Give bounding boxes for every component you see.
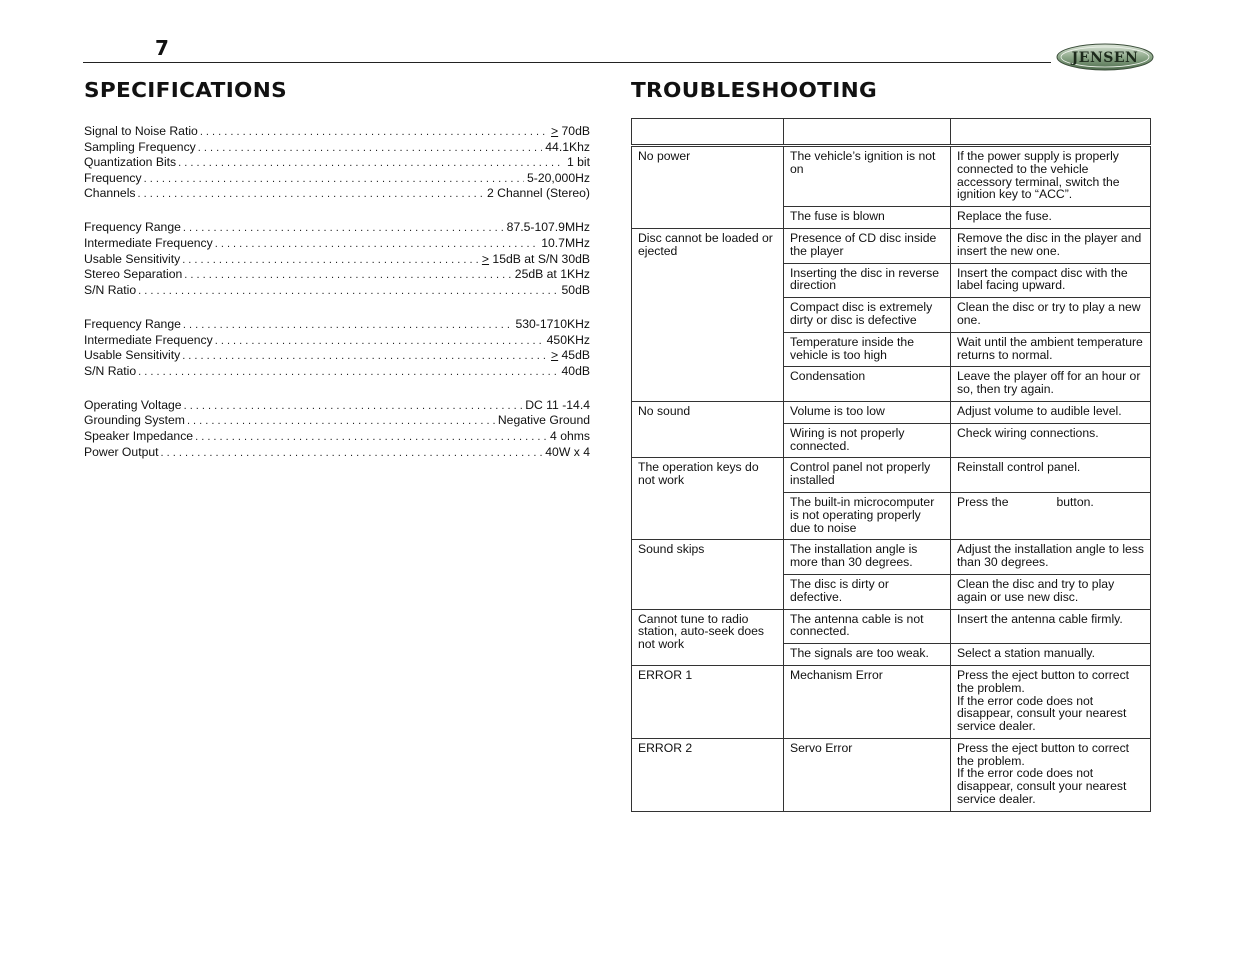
table-row	[632, 540, 1151, 575]
solution-cell: Clean the disc and try to play again or use new disc.	[951, 574, 1151, 609]
spec-row	[84, 413, 590, 429]
spec-value	[542, 445, 590, 459]
solution-text: button.	[1056, 494, 1094, 509]
dot-leader	[183, 222, 504, 234]
dot-leader	[195, 431, 547, 443]
cause-cell: Condensation	[784, 367, 951, 402]
table-row	[632, 146, 1151, 207]
spec-row	[84, 140, 590, 156]
dot-leader	[182, 350, 548, 362]
spec-row	[84, 236, 590, 252]
spec-row	[84, 283, 590, 299]
solution-cell: Remove the disc in the player and insert the new one.	[951, 228, 1151, 263]
header-cell-problem	[632, 119, 784, 146]
solution-cell	[951, 665, 1151, 738]
spec-value-text: 5-20,000Hz	[526, 170, 590, 185]
dot-leader	[215, 335, 544, 347]
spec-value-text: 15dB at S/N 30dB	[489, 251, 590, 266]
spec-value	[504, 220, 590, 234]
spec-label: Speaker Impedance	[84, 429, 194, 443]
specifications-title: SPECIFICATIONS	[84, 78, 288, 102]
spec-label: Quantization Bits	[84, 155, 177, 170]
spec-label: S/N Ratio	[84, 363, 137, 378]
problem-cell: No sound	[632, 401, 784, 457]
dot-leader	[184, 269, 512, 281]
cause-cell: The disc is dirty or defective.	[784, 574, 951, 609]
dot-leader	[138, 188, 485, 200]
spec-value-text: 45dB	[558, 348, 590, 363]
spec-row	[84, 317, 590, 333]
spec-row	[84, 124, 590, 140]
spec-row	[84, 220, 590, 236]
solution-line: Press the eject button to correct the problem.	[957, 667, 1130, 695]
spec-label: Frequency Range	[84, 316, 181, 331]
spec-row	[84, 445, 590, 461]
cause-cell: Compact disc is extremely dirty or disc is defective	[784, 298, 951, 333]
spec-label: Frequency	[84, 170, 142, 185]
problem-cell: Disc cannot be loaded or ejected	[632, 228, 784, 401]
spec-value	[479, 252, 590, 266]
cause-cell: Inserting the disc in reverse direction	[784, 263, 951, 298]
specifications-list	[84, 124, 590, 479]
cause-cell: The vehicle’s ignition is not on	[784, 146, 951, 207]
dot-leader	[138, 285, 558, 297]
cause-cell: Control panel not properly installed	[784, 458, 951, 493]
spec-row	[84, 398, 590, 414]
spec-value	[547, 429, 590, 443]
solution-line: Press the eject button to correct the problem.	[957, 740, 1130, 768]
spec-label: Signal to Noise Ratio	[84, 124, 198, 138]
solution-cell: Select a station manually.	[951, 644, 1151, 666]
spec-value-text: 10.7MHz	[541, 236, 590, 251]
spec-value-text: 2 Channel (Stereo)	[487, 186, 590, 201]
spec-value	[559, 364, 590, 378]
spec-value-text: 44.1Khz	[545, 139, 590, 154]
dot-leader	[144, 173, 524, 185]
spec-label: Frequency Range	[84, 220, 181, 235]
greater-equal-symbol: >	[481, 251, 490, 266]
troubleshooting-title: TROUBLESHOOTING	[631, 78, 878, 102]
problem-cell: ERROR 1	[632, 665, 784, 738]
spec-value	[548, 348, 590, 362]
spec-value	[559, 283, 590, 297]
spec-row	[84, 429, 590, 445]
dot-leader	[215, 238, 539, 250]
spec-group	[84, 317, 590, 379]
spec-value	[548, 124, 590, 138]
solution-cell: Adjust the installation angle to less than 30 degrees.	[951, 540, 1151, 575]
problem-cell: Sound skips	[632, 540, 784, 609]
spec-value-text: DC 11 -14.4	[525, 397, 590, 412]
solution-cell: Reinstall control panel.	[951, 458, 1151, 493]
spec-value	[524, 171, 590, 185]
spec-row	[84, 171, 590, 187]
spec-label: S/N Ratio	[84, 282, 137, 297]
cause-cell: Volume is too low	[784, 401, 951, 423]
problem-cell: No power	[632, 146, 784, 229]
spec-value	[495, 413, 590, 427]
cause-cell: The installation angle is more than 30 degrees.	[784, 540, 951, 575]
spec-row	[84, 348, 590, 364]
spec-value	[512, 317, 590, 331]
cause-cell: Servo Error	[784, 738, 951, 811]
table-row	[632, 401, 1151, 423]
spec-value-text: 70dB	[558, 124, 590, 138]
dot-leader	[187, 415, 495, 427]
cause-cell: The built-in microcomputer is not operating properly due to noise	[784, 492, 951, 539]
solution-line: If the error code does not disappear, consult your nearest service dealer.	[957, 693, 1127, 734]
spec-value	[564, 155, 590, 169]
svg-text:JENSEN: JENSEN	[1071, 50, 1139, 66]
spec-value	[512, 267, 590, 281]
spec-label: Intermediate Frequency	[84, 332, 213, 347]
spec-value	[522, 398, 590, 412]
table-row	[632, 228, 1151, 263]
spec-row	[84, 364, 590, 380]
spec-row	[84, 186, 590, 202]
cause-cell: The fuse is blown	[784, 207, 951, 229]
cause-cell: Wiring is not properly connected.	[784, 423, 951, 458]
spec-row	[84, 155, 590, 171]
spec-label: Usable Sensitivity	[84, 251, 181, 266]
spec-value-text: 4 ohms	[550, 429, 590, 443]
spec-value-text: Negative Ground	[497, 413, 590, 428]
cause-cell: Temperature inside the vehicle is too high	[784, 332, 951, 367]
spec-row	[84, 333, 590, 349]
spec-group	[84, 124, 590, 202]
problem-cell: The operation keys do not work	[632, 458, 784, 540]
dot-leader	[178, 157, 564, 169]
troubleshooting-table	[631, 118, 1151, 812]
solution-cell: Leave the player off for an hour or so, then try again.	[951, 367, 1151, 402]
table-row	[632, 738, 1151, 811]
spec-value-text: 40W x 4	[545, 444, 590, 459]
solution-cell	[951, 492, 1151, 539]
dot-leader	[161, 447, 543, 459]
spec-value	[484, 186, 590, 200]
problem-cell: Cannot tune to radio station, auto-seek does not work	[632, 609, 784, 665]
spec-value	[542, 140, 590, 154]
page-number: 7	[155, 36, 169, 60]
spec-label: Power Output	[84, 444, 159, 459]
spec-row	[84, 252, 590, 268]
spec-value-text: 25dB at 1KHz	[514, 267, 590, 282]
spec-value	[544, 333, 590, 347]
spec-value-text: 40dB	[561, 363, 590, 378]
spec-value-text: 1 bit	[566, 155, 590, 170]
table-row	[632, 665, 1151, 738]
solution-cell: Wait until the ambient temperature returns to normal.	[951, 332, 1151, 367]
spec-group	[84, 220, 590, 298]
dot-leader	[184, 400, 523, 412]
solution-cell: Adjust volume to audible level.	[951, 401, 1151, 423]
spec-label: Sampling Frequency	[84, 139, 196, 154]
spec-value-text: 87.5-107.9MHz	[506, 220, 590, 235]
jensen-logo	[1055, 42, 1155, 72]
spec-label: Intermediate Frequency	[84, 236, 213, 251]
header-cell-cause	[784, 119, 951, 146]
header-rule	[83, 62, 1051, 63]
spec-value-text: 50dB	[561, 282, 590, 297]
solution-cell: Replace the fuse.	[951, 207, 1151, 229]
spec-label: Channels	[84, 186, 136, 201]
solution-line: If the error code does not disappear, consult your nearest service dealer.	[957, 766, 1127, 807]
table-row	[632, 458, 1151, 493]
table-header-row	[632, 119, 1151, 146]
greater-equal-symbol: >	[551, 348, 559, 363]
dot-leader	[138, 366, 558, 378]
solution-cell: Check wiring connections.	[951, 423, 1151, 458]
cause-cell: Presence of CD disc inside the player	[784, 228, 951, 263]
dot-leader	[200, 126, 548, 138]
table-row	[632, 609, 1151, 644]
solution-cell: Insert the compact disc with the label facing upward.	[951, 263, 1151, 298]
solution-text: Press the	[957, 494, 1009, 509]
spec-value-text: 530-1710KHz	[515, 316, 590, 331]
spec-label: Grounding System	[84, 413, 185, 428]
cause-cell: Mechanism Error	[784, 665, 951, 738]
cause-cell: The antenna cable is not connected.	[784, 609, 951, 644]
solution-cell: If the power supply is properly connected to the vehicle accessory terminal, switch the ignition key to “ACC”.	[951, 146, 1151, 207]
problem-cell: ERROR 2	[632, 738, 784, 811]
solution-cell: Clean the disc or try to play a new one.	[951, 298, 1151, 333]
cause-cell: The signals are too weak.	[784, 644, 951, 666]
spec-label: Stereo Separation	[84, 267, 183, 282]
spec-value-text: 450KHz	[546, 332, 590, 347]
spec-group	[84, 398, 590, 460]
header-cell-solution	[951, 119, 1151, 146]
greater-equal-symbol: >	[551, 124, 559, 138]
spec-value	[538, 236, 590, 250]
spec-label: Usable Sensitivity	[84, 348, 181, 363]
solution-cell: Insert the antenna cable firmly.	[951, 609, 1151, 644]
dot-leader	[182, 254, 479, 266]
spec-row	[84, 267, 590, 283]
dot-leader	[198, 142, 542, 154]
solution-cell	[951, 738, 1151, 811]
spec-label: Operating Voltage	[84, 397, 182, 412]
dot-leader	[183, 319, 513, 331]
